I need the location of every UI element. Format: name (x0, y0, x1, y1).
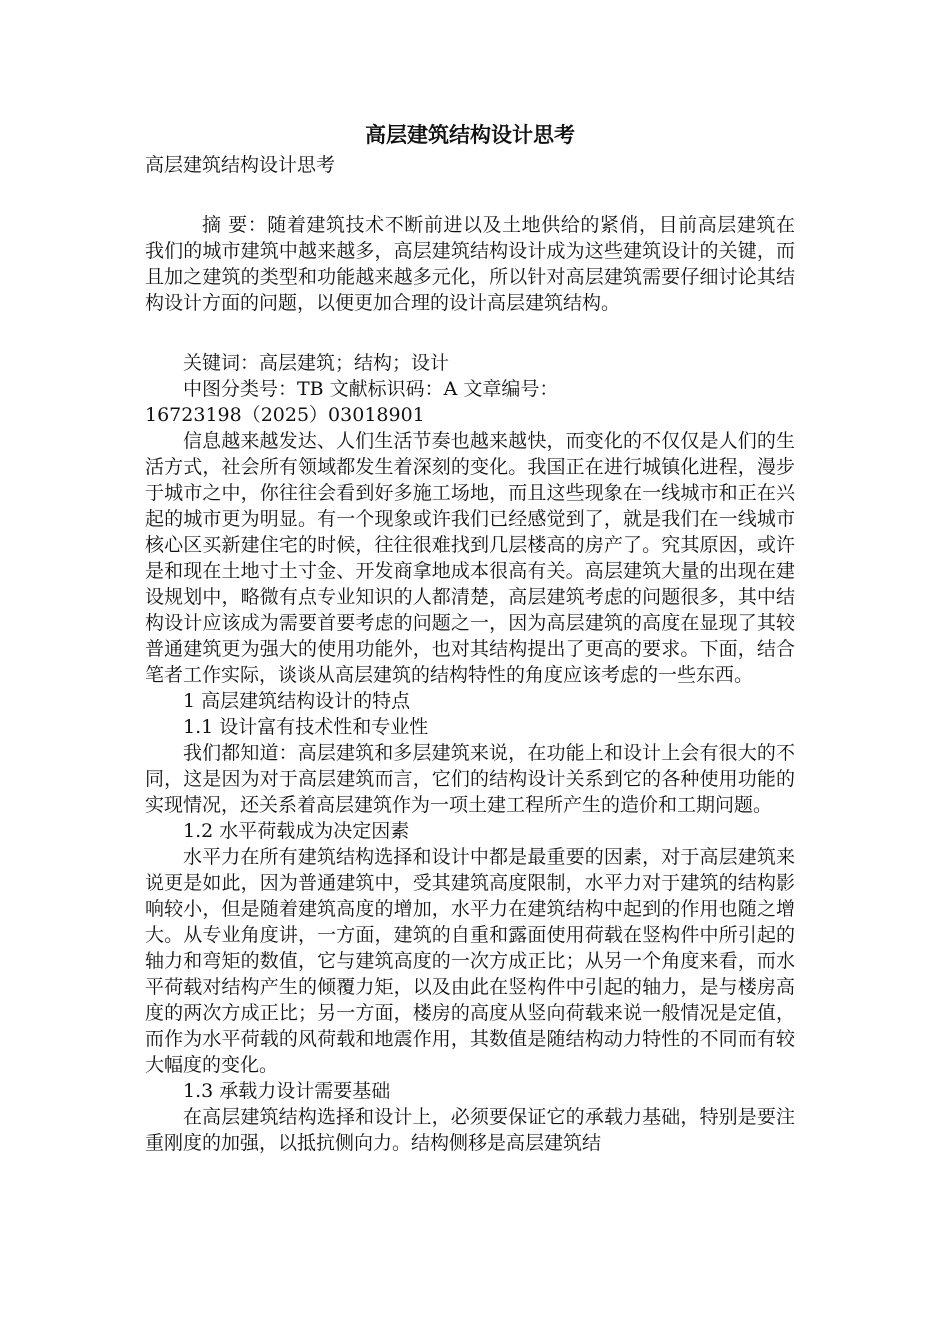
abstract-paragraph: 摘 要：随着建筑技术不断前进以及土地供给的紧俏，目前高层建筑在我们的城市建筑中越来越多，高层建筑结构设计成为这些建筑设计的关键，而且加之建筑的类型和功能越来越多元化，所以针对高层建筑需要仔细讨论其结构设计方面的问题，以便更加合理的设计高层建筑结构。 (145, 214, 795, 314)
section-1-3-heading: 1.3 承载力设计需要基础 (183, 1080, 391, 1102)
spacer (145, 178, 795, 212)
document-title: 高层建筑结构设计思考 (365, 122, 575, 147)
intro-paragraph: 信息越来越发达、人们生活节奏也越来越快，而变化的不仅仅是人们的生活方式，社会所有领域都发生着深刻的变化。我国正在进行城镇化进程，漫步于城市之中，你往往会看到好多施工场地，而且这些现象在一线城市和正在兴起的城市更为明显。有一个现象或许我们已经感觉到了，就是我们在一线城市核心区买新建住宅的时候，往往很难找到几层楼高的房产了。究其原因，或许是和现在土地寸土寸金、开发商拿地成本很高有关。高层建筑大量的出现在建设规划中，略微有点专业知识的人都清楚，高层建筑考虑的问题很多，其中结构设计应该成为需要首要考虑的问题之一，因为高层建筑的高度在显现了其较普通建筑更为强大的使用功能外，也对其结构提出了更高的要求。下面，结合笔者工作实际，谈谈从高层建筑的结构特性的角度应该考虑的一些东西。 (145, 430, 795, 686)
classification-line: 中图分类号：TB 文献标识码：A 文章编号： (183, 378, 559, 400)
section-1-1-paragraph: 我们都知道：高层建筑和多层建筑来说，在功能上和设计上会有很大的不同，这是因为对于高层建筑而言，它们的结构设计关系到它的各种使用功能的实现情况，还关系着高层建筑作为一项土建工程所产生的造价和工期问题。 (145, 742, 795, 816)
section-1-3-paragraph: 在高层建筑结构选择和设计上，必须要保证它的承载力基础，特别是要注重刚度的加强，以抵抗侧向力。结构侧移是高层建筑结 (145, 1106, 795, 1154)
section-1-1-heading: 1.1 设计富有技术性和专业性 (183, 716, 429, 738)
document-page (145, 118, 795, 1156)
section-1-heading: 1 高层建筑结构设计的特点 (183, 690, 411, 712)
spacer (145, 316, 795, 350)
article-number: 16723198（2025）03018901 (145, 404, 425, 426)
keywords-line: 关键词：高层建筑；结构；设计 (183, 352, 450, 374)
section-1-2-heading: 1.2 水平荷载成为决定因素 (183, 820, 410, 842)
document-subtitle: 高层建筑结构设计思考 (145, 154, 336, 176)
section-1-2-paragraph: 水平力在所有建筑结构选择和设计中都是最重要的因素，对于高层建筑来说更是如此，因为普通建筑中，受其建筑高度限制，水平力对于建筑的结构影响较小，但是随着建筑高度的增加，水平力在建筑结构中起到的作用也随之增大。从专业角度讲，一方面，建筑的自重和露面使用荷载在竖构件中所引起的轴力和弯矩的数值，它与建筑高度的一次方成正比；从另一个角度来看，而水平荷载对结构产生的倾覆力矩，以及由此在竖构件中引起的轴力，是与楼房高度的两次方成正比；另一方面，楼房的高度从竖向荷载来说一般情况是定值，而作为水平荷载的风荷载和地震作用，其数值是随结构动力特性的不同而有较大幅度的变化。 (145, 846, 795, 1076)
